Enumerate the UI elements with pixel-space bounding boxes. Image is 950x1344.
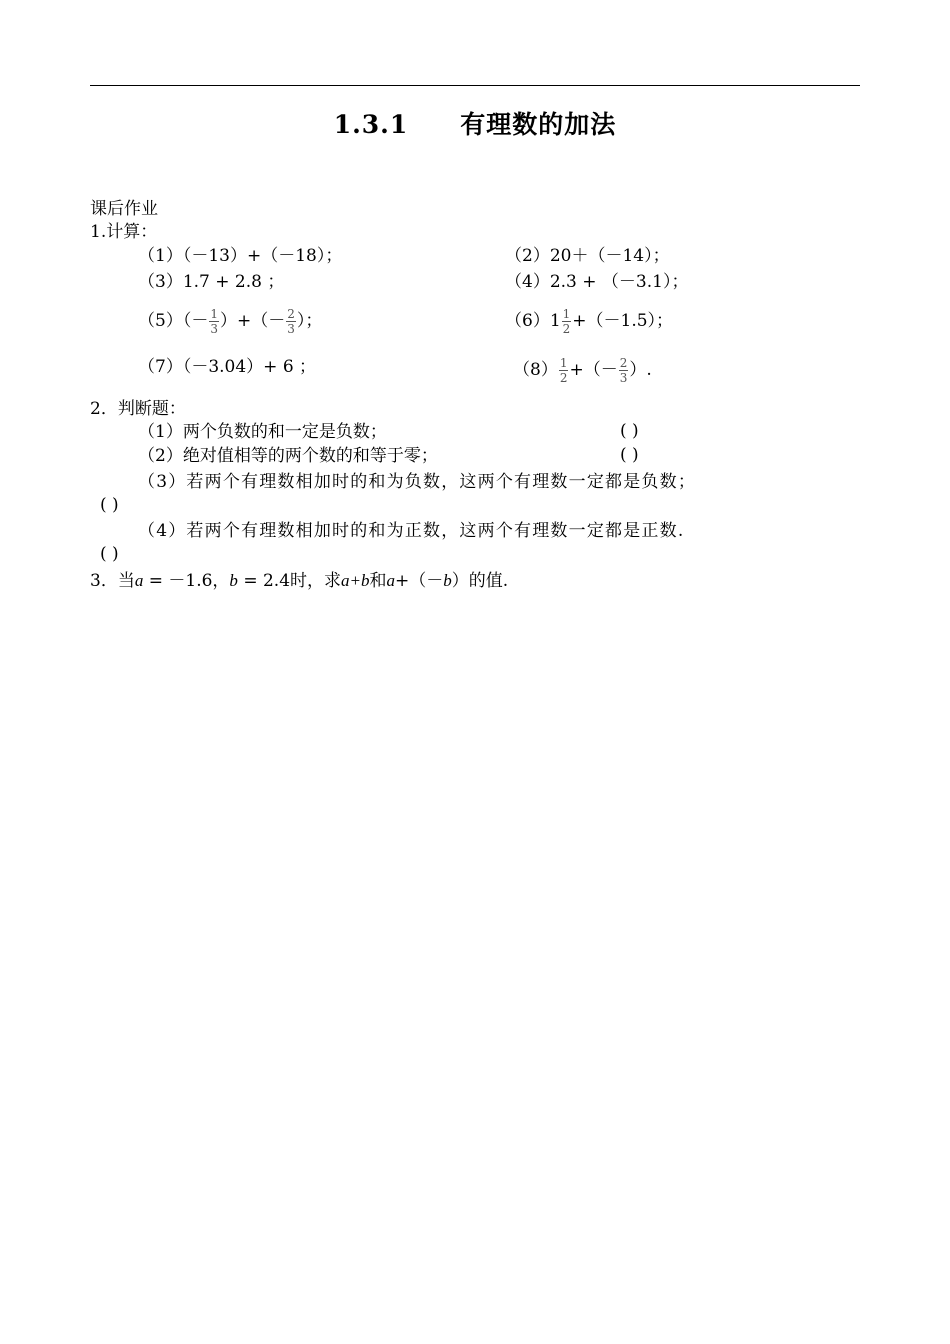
header-rule	[90, 85, 860, 86]
q2-heading: 2．判断题：	[90, 399, 186, 419]
answer-blank-1[interactable]: ( )	[620, 421, 639, 441]
denominator: 3	[619, 371, 628, 385]
q1-item-3: （3）1.7 + 2.8 ；	[138, 272, 285, 292]
q1-item-1: （1）（－13）+（－18）；	[138, 246, 343, 266]
q1-item-5	[138, 307, 322, 336]
q3-text: ）的值.	[451, 571, 509, 591]
q1-heading: 1.计算：	[90, 222, 158, 242]
q2-statement-3: （3）若两个有理数相加时的和为负数，这两个有理数一定都是负数；	[138, 472, 697, 492]
section-label: 课后作业	[90, 199, 158, 219]
numerator: 1	[559, 356, 568, 370]
numerator: 2	[287, 307, 295, 321]
fraction	[286, 307, 296, 336]
q1-item-8	[513, 356, 652, 385]
page-title	[0, 105, 950, 141]
q3-text: = －1.6，	[143, 571, 230, 591]
q1-item-6-part-b: +（－1.5）；	[572, 311, 674, 331]
denominator: 3	[287, 322, 295, 336]
q1-item-6-part-a: （6）1	[505, 311, 561, 331]
q1-item-7: （7）（－3.04）+ 6 ；	[138, 357, 317, 377]
q1-item-8-part-c: ）.	[629, 360, 652, 380]
denominator: 2	[562, 322, 571, 336]
q1-item-8-part-a: （8）	[513, 360, 558, 380]
title-number: 1.3.1	[333, 110, 409, 139]
title-text: 有理数的加法	[460, 110, 617, 139]
q1-item-6	[505, 307, 673, 336]
answer-blank-3[interactable]: ( )	[100, 495, 119, 515]
fraction	[209, 307, 219, 336]
fraction	[559, 356, 569, 385]
q1-item-8-part-b: +（－	[569, 360, 618, 380]
q3-text: +（－	[395, 571, 444, 591]
variable-b: b	[229, 571, 238, 590]
q1-item-5-part-c: ）；	[296, 311, 323, 331]
expression-a-plus-b: a+b	[341, 571, 370, 590]
q3-text: 和	[369, 571, 387, 591]
denominator: 3	[210, 322, 218, 336]
answer-blank-2[interactable]: ( )	[620, 445, 639, 465]
q3-text: = 2.4时，求	[237, 571, 342, 591]
fraction	[619, 356, 629, 385]
q1-item-4: （4）2.3 + （－3.1）；	[505, 272, 689, 292]
numerator: 2	[619, 356, 628, 370]
variable-a: a	[386, 571, 395, 590]
denominator: 2	[559, 371, 568, 385]
q2-statement-1: （1）两个负数的和一定是负数；	[138, 422, 387, 442]
q1-item-5-part-a: （5）（－	[138, 311, 209, 331]
q1-item-5-part-b: ）+（－	[219, 311, 286, 331]
q3-text: 3．当	[90, 571, 135, 591]
numerator: 1	[210, 307, 218, 321]
variable-a: a	[134, 571, 144, 590]
numerator: 1	[562, 307, 571, 321]
fraction	[562, 307, 572, 336]
q1-item-2: （2）20＋（－14）；	[505, 246, 670, 266]
answer-blank-4[interactable]: ( )	[100, 544, 119, 564]
variable-b: b	[443, 571, 452, 590]
q2-statement-2: （2）绝对值相等的两个数的和等于零；	[138, 446, 438, 466]
q2-statement-4: （4）若两个有理数相加时的和为正数，这两个有理数一定都是正数.	[138, 521, 685, 541]
q3-question	[90, 570, 508, 592]
